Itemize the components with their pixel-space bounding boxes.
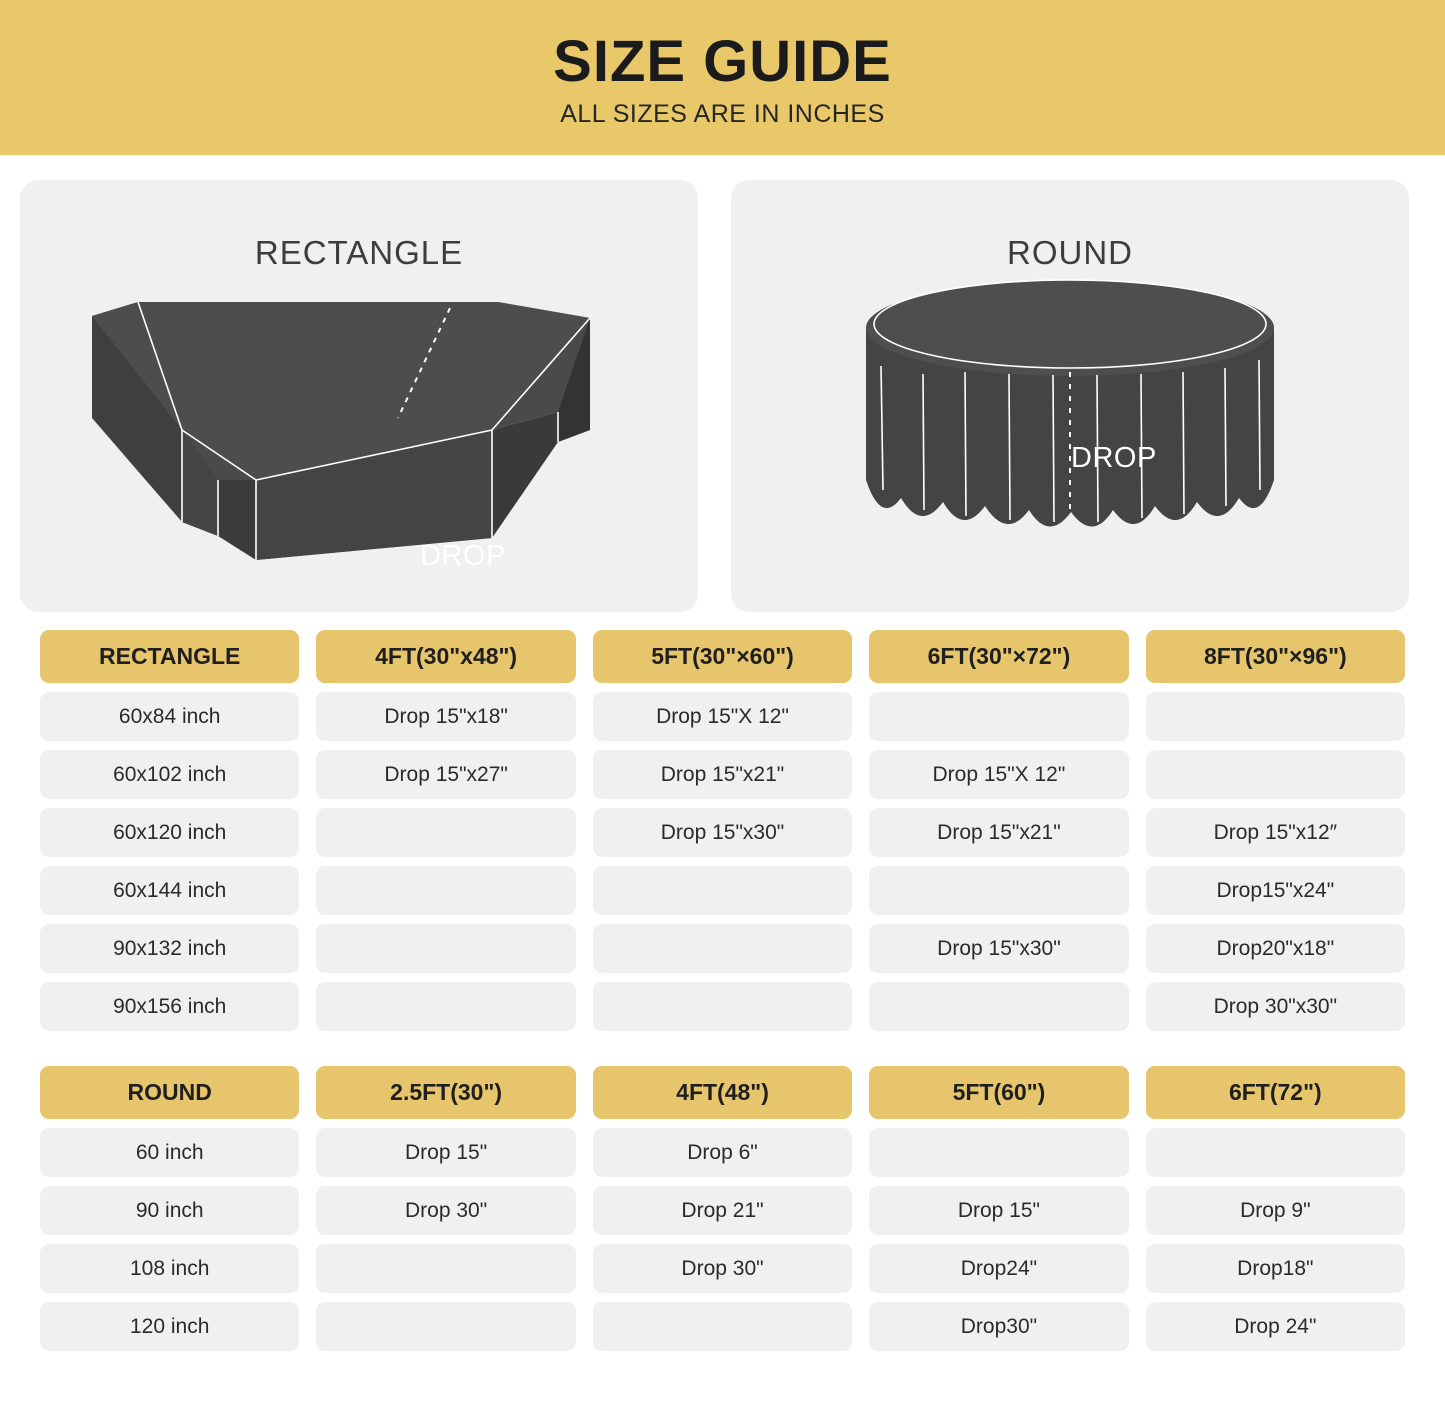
table-separator xyxy=(40,1052,1405,1066)
rectangle-panel xyxy=(20,180,698,612)
round-col-3-header: 5FT(60") xyxy=(869,1066,1128,1119)
round-table xyxy=(40,1066,1405,1360)
rectangle-cell xyxy=(869,982,1128,1031)
rectangle-panel-title: RECTANGLE xyxy=(254,234,464,271)
header-banner xyxy=(0,0,1445,155)
rectangle-cell xyxy=(593,982,852,1031)
rectangle-cell: 60x84 inch xyxy=(40,692,299,741)
round-col-4 xyxy=(1146,1066,1405,1360)
rectangle-col-3 xyxy=(869,630,1128,1040)
round-cell: Drop 21" xyxy=(593,1186,852,1235)
rectangle-cell: Drop 15"x27" xyxy=(316,750,575,799)
rectangle-cell xyxy=(316,866,575,915)
rectangle-col-2-header: 5FT(30"×60") xyxy=(593,630,852,683)
rectangle-table xyxy=(40,630,1405,1040)
rectangle-tablecloth-illustration xyxy=(20,180,698,612)
rectangle-cell: 60x144 inch xyxy=(40,866,299,915)
rectangle-cell: Drop 30"x30" xyxy=(1146,982,1405,1031)
round-col-0-header: ROUND xyxy=(40,1066,299,1119)
round-cell xyxy=(869,1128,1128,1177)
rectangle-col-2 xyxy=(593,630,852,1040)
round-col-1 xyxy=(316,1066,575,1360)
rectangle-cell xyxy=(1146,750,1405,799)
rectangle-cell: Drop 15"x21" xyxy=(593,750,852,799)
rectangle-cell xyxy=(593,924,852,973)
round-col-3 xyxy=(869,1066,1128,1360)
rectangle-cell: Drop 15"x21" xyxy=(869,808,1128,857)
round-cell: 120 inch xyxy=(40,1302,299,1351)
round-cell xyxy=(316,1302,575,1351)
round-cell: 60 inch xyxy=(40,1128,299,1177)
round-cell: Drop18" xyxy=(1146,1244,1405,1293)
round-col-2 xyxy=(593,1066,852,1360)
rectangle-drop-label: DROP xyxy=(420,540,506,572)
round-cell: 108 inch xyxy=(40,1244,299,1293)
rectangle-cell xyxy=(1146,692,1405,741)
rectangle-col-0-header: RECTANGLE xyxy=(40,630,299,683)
round-col-4-header: 6FT(72") xyxy=(1146,1066,1405,1119)
round-cell: Drop 9" xyxy=(1146,1186,1405,1235)
rectangle-cell: Drop 15"X 12" xyxy=(869,750,1128,799)
illustration-panels xyxy=(0,155,1445,612)
round-cell: 90 inch xyxy=(40,1186,299,1235)
rectangle-cell: Drop 15"X 12" xyxy=(593,692,852,741)
rectangle-col-0 xyxy=(40,630,299,1040)
round-cell: Drop 30" xyxy=(316,1186,575,1235)
round-cell: Drop 24" xyxy=(1146,1302,1405,1351)
rectangle-cell: 60x102 inch xyxy=(40,750,299,799)
round-cell: Drop 15" xyxy=(869,1186,1128,1235)
rectangle-col-1 xyxy=(316,630,575,1040)
round-cell: Drop30" xyxy=(869,1302,1128,1351)
round-panel xyxy=(731,180,1409,612)
round-cell: Drop 6" xyxy=(593,1128,852,1177)
rectangle-cell: Drop 15"x30" xyxy=(593,808,852,857)
rectangle-cell: 90x156 inch xyxy=(40,982,299,1031)
rectangle-cell xyxy=(316,808,575,857)
rectangle-cell: Drop 15"x12″ xyxy=(1146,808,1405,857)
rectangle-cell: 60x120 inch xyxy=(40,808,299,857)
size-tables xyxy=(0,612,1445,1360)
rectangle-cell xyxy=(316,982,575,1031)
round-col-0 xyxy=(40,1066,299,1360)
rectangle-cell xyxy=(869,692,1128,741)
round-cell xyxy=(593,1302,852,1351)
rectangle-cell xyxy=(316,924,575,973)
round-cell xyxy=(316,1244,575,1293)
rectangle-cell: Drop20"x18" xyxy=(1146,924,1405,973)
page-title: SIZE GUIDE xyxy=(553,29,892,95)
round-tablecloth-illustration xyxy=(731,180,1409,612)
round-col-2-header: 4FT(48") xyxy=(593,1066,852,1119)
round-cell: Drop24" xyxy=(869,1244,1128,1293)
round-col-1-header: 2.5FT(30") xyxy=(316,1066,575,1119)
round-cell: Drop 15" xyxy=(316,1128,575,1177)
rectangle-cell: Drop15"x24" xyxy=(1146,866,1405,915)
rectangle-cell xyxy=(593,866,852,915)
rectangle-col-4 xyxy=(1146,630,1405,1040)
round-drop-label: DROP xyxy=(1071,442,1157,474)
round-cell xyxy=(1146,1128,1405,1177)
round-cell: Drop 30" xyxy=(593,1244,852,1293)
rectangle-cell: Drop 15"x30" xyxy=(869,924,1128,973)
rectangle-cell: 90x132 inch xyxy=(40,924,299,973)
page-subtitle: ALL SIZES ARE IN INCHES xyxy=(560,99,885,128)
round-panel-title: ROUND xyxy=(1007,234,1133,271)
rectangle-cell: Drop 15"x18" xyxy=(316,692,575,741)
rectangle-col-4-header: 8FT(30"×96") xyxy=(1146,630,1405,683)
rectangle-col-3-header: 6FT(30"×72") xyxy=(869,630,1128,683)
rectangle-cell xyxy=(869,866,1128,915)
rectangle-col-1-header: 4FT(30"x48") xyxy=(316,630,575,683)
